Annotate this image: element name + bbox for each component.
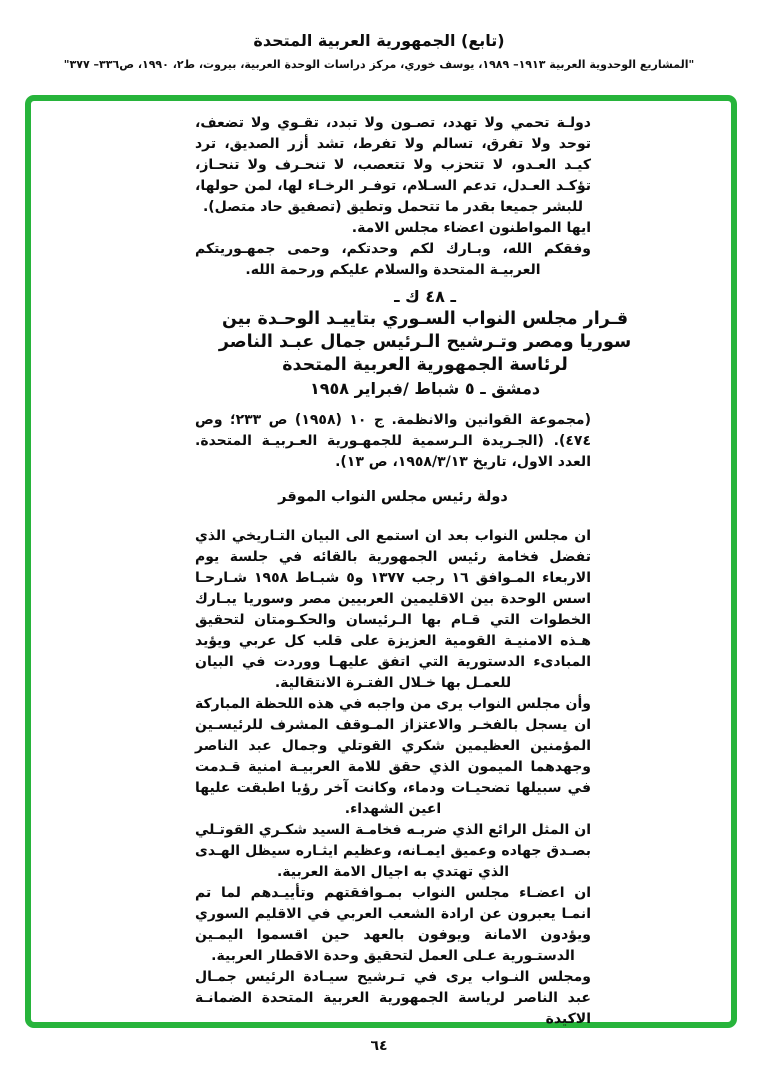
decree-title-line-3: لرئاسة الجمهورية العربية المتحدة (282, 355, 568, 375)
body-paragraph-4: ان اعضـاء مجلس النواب بمـوافقتهم وتأييـدهم لما تم انمـا يعبرون عن ارادة الشعب العربي في الاقليم السوري ويؤدون الامانة ويوفون بالعهد حين اقسموا اليمـين الدستـورية عـلى العمل لتحقيق وحدة الاقطار العربية. (195, 885, 591, 964)
decree-number: ـ ٤٨ ك ـ (394, 287, 456, 306)
source-note: (مجموعة القوانين والانظمة. ج ١٠ (١٩٥٨) ص ٢٣٣؛ وص ٤٧٤). (الجـريدة الـرسمية للجمهـورية العـربيـة المتحدة. العدد الاول، تاريخ ١٩٥٨/٣/١٣، ص ١٣). (195, 412, 591, 470)
document-content (195, 113, 655, 1030)
page-number: ٦٤ (370, 1038, 388, 1054)
salutation-line: دولة رئيس مجلس النواب الموقر (278, 489, 508, 505)
document-frame (25, 95, 737, 1028)
decree-title-line-1: قـرار مجلس النواب السـوري بتاييـد الوحـدة بين (221, 309, 629, 329)
decree-dateline: دمشق ـ ٥ شباط /فبراير ١٩٥٨ (309, 379, 541, 398)
bibliographic-citation: "المشاريع الوحدوية العربية ١٩١٣– ١٩٨٩، يوسف خوري، مركز دراسات الوحدة العربية، بيروت، ط٢، ١٩٩٠، ص٣٣٦– ٣٧٧" (63, 58, 695, 71)
decree-heading (195, 285, 655, 400)
speech-benediction-paragraph: وفقكم الله، وبـارك لكم وحدتكم، وحمى جمهـوريتكم العربيـة المتحدة والسلام عليكم ورحمة الله. (195, 241, 591, 278)
body-paragraph-5: ومجلس النـواب يرى في تـرشيح سيـادة الرئيس جمـال عبد الناصر لرياسة الجمهورية العربية المتحدة الضمانـة الاكيدة (195, 969, 591, 1027)
decree-title-line-2: سوريا ومصر وتـرشيح الـرئيس جمال عبـد الناصر (218, 332, 632, 352)
body-paragraph-1: ان مجلس النواب بعد ان استمع الى البيان التـاريخي الذي تفضل فخامة رئيس الجمهورية بالقائه في جلسة يوم الاربعاء المـوافق ١٦ رجب ١٣٧٧ و٥ شبـاط ١٩٥٨ شـارحـا اسس الوحدة بين الاقليمين العربيين مصر وسوريا يبـارك الخطوات التي قـام بها الـرئيسان والحكـومتان لتحقيق هـذه الامنيـة القومية العزيزة على قلب كل عربي ويؤيد المبادىء الدستورية التي اتفق عليهـا ووردت في البيان للعمـل بها خـلال الفتـرة الانتقالية. (195, 528, 592, 691)
speech-closing-paragraph: دولـة تحمي ولا تهدد، تصـون ولا تبدد، تقـوي ولا تضعف، توحد ولا تفرق، تسالم ولا تفرط، تشد أزر الصديق، ترد كيـد العـدو، لا تتحزب ولا تتعصب، لا تنحـرف ولا تنحـاز، تؤكـد العـدل، تدعم السـلام، توفـر الرخـاء لها، لمن حولها، للبشر جميعا بقدر ما تتحمل وتطيق (تصفيق حاد متصل). (195, 115, 591, 215)
body-paragraph-3: ان المثل الرائع الذي ضربـه فخامـة السيد شكـري القوتـلي بصـدق جهاده وعميق ايمـانه، وعظيم ايثـاره سيظل الهـدى الذي تهتدي به اجيال الامة العربية. (195, 822, 591, 880)
continuation-title: (تابع) الجمهورية العربية المتحدة (253, 31, 505, 50)
body-paragraph-2: وأن مجلس النواب يرى من واجبه في هذه اللحظة المباركة ان يسجل بالفخـر والاعتزاز المـوقف المشرف للرئيسـين المؤمنين العظيمين شكري القوتلي وجمال عبد الناصر وجهدهما الميمون الذي حقق للامة العربيـة امنية قـدمت في سبيلها تضحيـات ودماء، وكانت آخر رؤيا اطبقت عليها اعين الشهداء. (195, 696, 591, 817)
speech-address-line: ايها المواطنون اعضاء مجلس الامة. (351, 220, 591, 236)
